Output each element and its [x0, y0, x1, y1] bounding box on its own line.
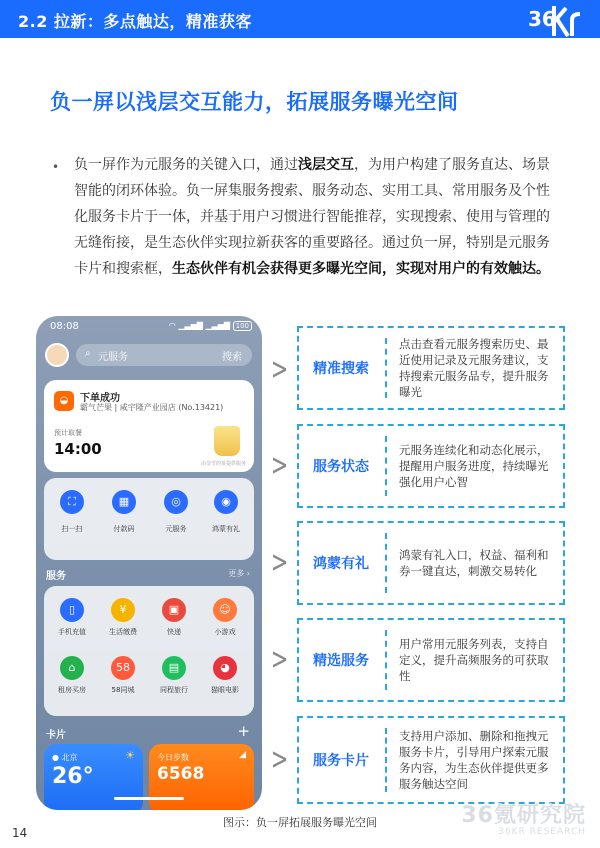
feature-row-service-cards — [297, 716, 565, 804]
service-item[interactable] — [47, 598, 97, 637]
feature-desc: 用户常用元服务列表，支持自定义，提升高频服务的可获取性 — [399, 637, 549, 683]
service-item[interactable] — [200, 656, 250, 695]
tool-meta-service[interactable] — [152, 490, 200, 534]
tool-label: 扫一扫 — [61, 525, 83, 533]
tool-pay-code[interactable] — [100, 490, 148, 534]
express-box-icon: ▣ — [162, 598, 186, 622]
service-item[interactable] — [149, 598, 199, 637]
phone-mockup — [36, 316, 262, 810]
drink-cup-image — [214, 426, 240, 456]
pickup-time: 14:00 — [54, 440, 102, 458]
section-header-bar — [0, 0, 600, 38]
section-title: 2.2 拉新：多点触达，精准获客 — [18, 12, 252, 31]
chevron-right-icon: › — [246, 569, 250, 578]
tools-card — [44, 478, 254, 560]
home-indicator[interactable] — [114, 797, 184, 800]
service-label: 快递 — [167, 628, 181, 636]
feature-row-harmony-gift — [297, 521, 565, 605]
order-shop: 霸气芒果 | 咸宇隆产业园店 (No.13421) — [80, 403, 224, 412]
feature-row-precise-search — [297, 326, 565, 410]
feature-name: 精选服务 — [313, 653, 369, 669]
feature-row-service-status — [297, 424, 565, 508]
search-button[interactable]: 搜索 — [222, 352, 242, 363]
tool-label: 鸿蒙有礼 — [212, 525, 240, 533]
status-time: 08:08 — [50, 321, 79, 332]
feature-divider — [385, 728, 387, 792]
feature-desc: 鸿蒙有礼入口，权益、福利和券一键直达，刺激交易转化 — [399, 548, 549, 578]
house-icon: ⌂ — [60, 656, 84, 680]
service-label: 猫眼电影 — [211, 686, 239, 694]
tool-label: 元服务 — [165, 525, 187, 533]
order-bag-icon: ◒ — [54, 391, 74, 411]
tool-scan[interactable] — [48, 490, 96, 534]
feature-desc: 元服务连续化和动态化展示，提醒用户服务进度，持续曝光强化用户心智 — [399, 443, 549, 489]
service-label: 租房买房 — [58, 686, 86, 694]
para-bold-1: 浅层交互 — [298, 157, 354, 173]
steps-widget[interactable] — [149, 744, 254, 810]
harmony-gift-icon: ◉ — [214, 490, 238, 514]
signal-icon: ▁▃▅▇ — [178, 321, 203, 330]
chevron-right-icon: > — [270, 448, 289, 483]
feature-row-selected-services — [297, 618, 565, 702]
chevron-right-icon: > — [270, 642, 289, 677]
services-more-link[interactable] — [228, 568, 250, 579]
service-label: 同程旅行 — [160, 686, 188, 694]
figure-caption: 图示：负一屏拓展服务曝光空间 — [223, 816, 377, 829]
feature-desc: 支持用户添加、删除和拖拽元服务卡片，引导用户探索元服务内容，为生态伙伴提供更多服务触达空间 — [399, 729, 549, 791]
service-item[interactable] — [149, 656, 199, 695]
order-footer: 由奈雪的茶提供服务 — [200, 461, 246, 467]
services-more-label: 更多 — [228, 569, 245, 578]
service-item[interactable] — [98, 598, 148, 637]
weather-widget[interactable] — [44, 744, 143, 810]
services-card — [44, 586, 254, 716]
feature-divider — [385, 338, 387, 398]
location-pin-icon: ● — [52, 753, 59, 762]
search-placeholder: 元服务 — [98, 352, 128, 363]
58-logo-icon: 58 — [111, 656, 135, 680]
service-item[interactable] — [47, 656, 97, 695]
add-card-icon[interactable]: + — [237, 722, 250, 740]
order-title: 下单成功 — [80, 393, 120, 404]
feature-divider — [385, 630, 387, 690]
travel-icon: ▤ — [162, 656, 186, 680]
signal-icon-2: ▁▃▅▇ — [205, 321, 231, 330]
chevron-right-icon: > — [270, 545, 289, 580]
feature-name: 鸿蒙有礼 — [313, 556, 369, 572]
body-paragraph — [74, 152, 550, 282]
steps-value: 6568 — [157, 764, 205, 784]
tool-label: 付款码 — [113, 525, 135, 533]
para-text-1: 负一屏作为元服务的关键入口，通过 — [74, 157, 298, 173]
page-headline: 负一屏以浅层交互能力，拓展服务曝光空间 — [50, 90, 459, 114]
shoe-icon: ◢ — [239, 750, 246, 760]
order-status-card[interactable] — [44, 380, 254, 472]
tool-harmony-gift[interactable] — [202, 490, 250, 534]
watermark-cn: 36氪研究院 — [461, 803, 586, 828]
pickup-label: 预计取餐 — [54, 429, 82, 437]
para-text-2: ，为用户构建了服务直达、场景智能的闭环体验。负一屏集服务搜索、服务动态、实用工具、常用服务及个性化服务卡片于一体，并基于用户习惯进行智能推荐，实现搜索、使用与管理的无缝衔接，是生态伙伴实现拉新获客的重要路径。通过负一屏，特别是元服务卡片和搜索框， — [74, 157, 550, 277]
service-item[interactable] — [200, 598, 250, 637]
chevron-right-icon: > — [270, 352, 289, 387]
page-number: 14 — [12, 826, 28, 840]
watermark-en: 36KR RESEARCH — [498, 827, 586, 837]
feature-name: 精准搜索 — [313, 361, 369, 377]
search-bar[interactable] — [76, 344, 252, 366]
weather-city — [52, 752, 78, 763]
cards-title: 卡片 — [46, 730, 66, 741]
battery-icon: 100 — [233, 321, 252, 331]
feature-desc: 点击查看元服务搜索历史、最近使用记录及元服务建议，支持搜索元服务品专，提升服务曝光 — [399, 337, 549, 399]
search-icon: ⌕ — [85, 348, 91, 359]
feature-divider — [385, 436, 387, 496]
feature-name: 服务卡片 — [313, 753, 369, 769]
meta-service-icon: ◎ — [164, 490, 188, 514]
utility-bill-icon: ¥ — [111, 598, 135, 622]
steps-label: 今日步数 — [157, 753, 189, 762]
36kr-logo — [526, 2, 588, 38]
weather-city-label: 北京 — [61, 753, 78, 762]
services-title: 服务 — [46, 571, 66, 582]
feature-name: 服务状态 — [313, 459, 369, 475]
service-label: 手机充值 — [58, 628, 86, 636]
service-label: 58同城 — [111, 686, 135, 694]
phone-recharge-icon: ▯ — [60, 598, 84, 622]
svg-text:36: 36 — [528, 7, 556, 31]
scan-icon: ⛶ — [60, 490, 84, 514]
weather-temp: 26° — [52, 764, 94, 789]
para-bold-2: 生态伙伴有机会获得更多曝光空间，实现对用户的有效触达。 — [172, 261, 550, 277]
mini-game-icon: ☺ — [213, 598, 237, 622]
chevron-right-icon: > — [270, 742, 289, 777]
service-label: 小游戏 — [214, 628, 236, 636]
cat-eye-movie-icon: ◕ — [213, 656, 237, 680]
bullet-dot: • — [52, 160, 60, 174]
service-item[interactable] — [98, 656, 148, 695]
wifi-icon: ◠ — [168, 321, 176, 330]
service-label: 生活缴费 — [109, 628, 137, 636]
feature-divider — [385, 533, 387, 593]
sun-icon: ☀ — [125, 749, 135, 762]
status-icons — [169, 321, 252, 331]
avatar[interactable] — [45, 343, 69, 367]
qr-code-icon: ▦ — [112, 490, 136, 514]
